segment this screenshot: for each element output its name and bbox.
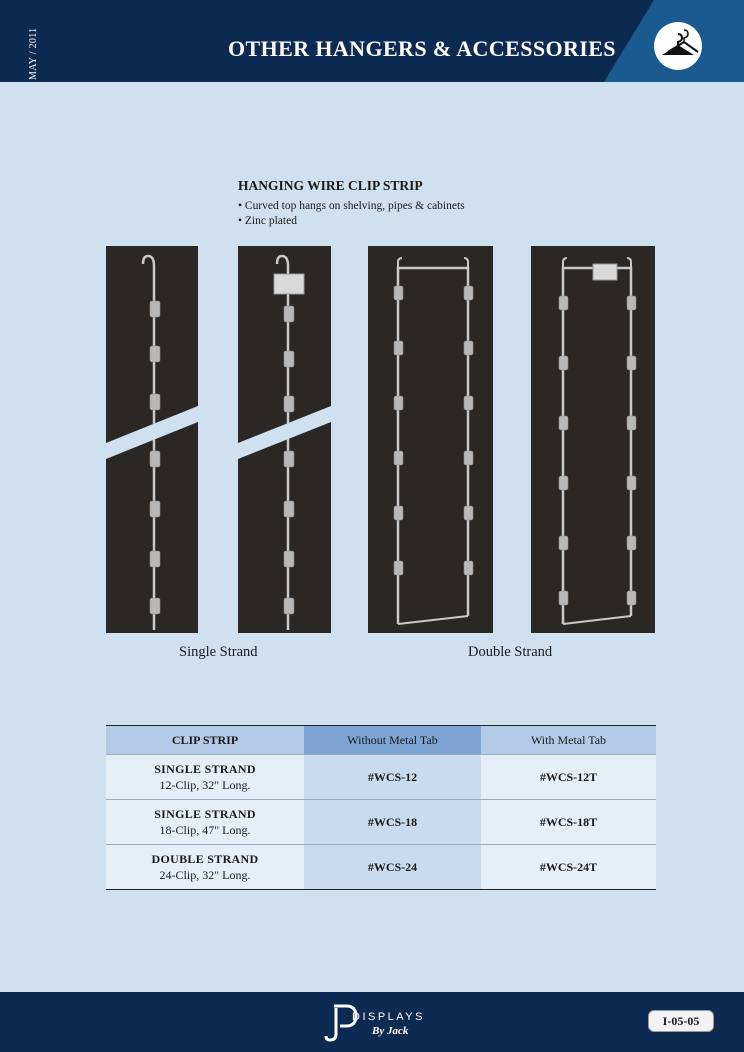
column-header: CLIP STRIP	[106, 726, 304, 755]
feature-item: • Curved top hangs on shelving, pipes & cabinets	[238, 200, 465, 212]
product-name: DOUBLE STRAND	[151, 852, 259, 866]
feature-list	[238, 199, 465, 229]
table-row	[106, 755, 656, 800]
sku-without-tab: #WCS-12	[304, 755, 481, 800]
sku-with-tab: #WCS-24T	[481, 845, 656, 890]
table-row	[106, 800, 656, 845]
feature-item: • Zinc plated	[238, 215, 297, 227]
product-spec: 12-Clip, 32" Long.	[159, 778, 251, 792]
photo-single-strand-tab	[238, 246, 331, 633]
brand-name: DISPLAYS	[352, 1011, 425, 1023]
product-spec: 18-Clip, 47" Long.	[159, 823, 251, 837]
photo-double-strand-tab	[531, 246, 655, 633]
column-header: Without Metal Tab	[304, 726, 481, 755]
photo-single-strand	[106, 246, 198, 633]
page-number: I-05-05	[648, 1010, 714, 1032]
sku-without-tab: #WCS-24	[304, 845, 481, 890]
issue-date: MAY / 2011	[28, 27, 39, 80]
product-name: SINGLE STRAND	[154, 807, 256, 821]
product-cell	[106, 755, 304, 800]
sku-without-tab: #WCS-18	[304, 800, 481, 845]
product-title: HANGING WIRE CLIP STRIP	[238, 178, 423, 193]
sku-with-tab: #WCS-12T	[481, 755, 656, 800]
hanger-icon	[654, 22, 702, 70]
caption-single-strand: Single Strand	[179, 644, 258, 660]
page-title: OTHER HANGERS & ACCESSORIES	[228, 36, 616, 61]
product-spec: 24-Clip, 32" Long.	[159, 868, 251, 882]
product-cell	[106, 845, 304, 890]
product-table	[106, 725, 656, 890]
photo-double-strand	[368, 246, 493, 633]
brand-tagline: By Jack	[372, 1025, 409, 1037]
product-name: SINGLE STRAND	[154, 762, 256, 776]
sku-with-tab: #WCS-18T	[481, 800, 656, 845]
caption-double-strand: Double Strand	[468, 644, 553, 660]
table-row	[106, 845, 656, 890]
column-header: With Metal Tab	[481, 726, 656, 755]
product-cell	[106, 800, 304, 845]
table-header-row	[106, 726, 656, 755]
